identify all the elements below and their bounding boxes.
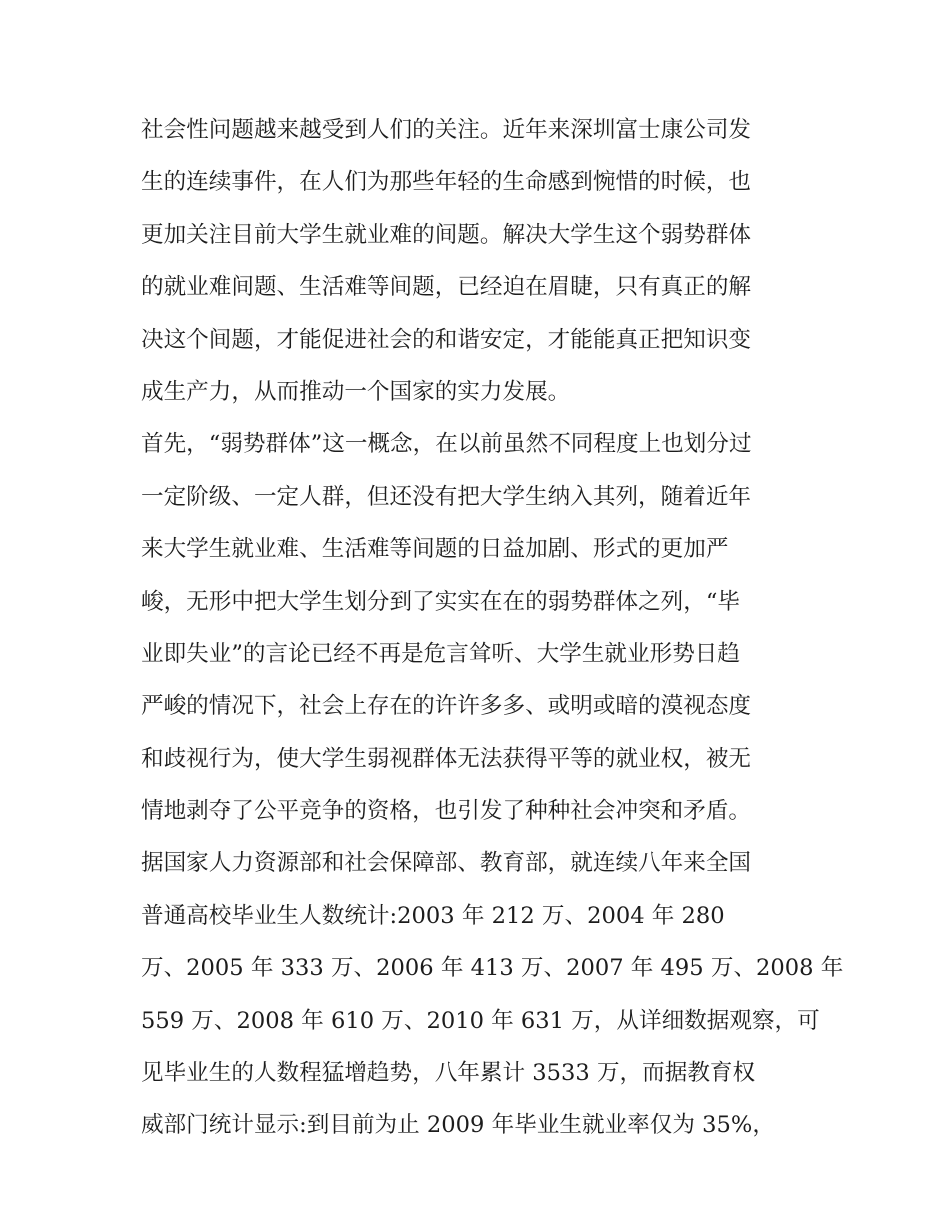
text-line: 559 万、2008 年 610 万、2010 年 631 万，从详细数据观察，可 xyxy=(141,1007,820,1034)
text-line: 的就业难间题、生活难等间题，已经迫在眉睫，只有真正的解 xyxy=(141,274,752,301)
text-line: 决这个间题，才能促进社会的和谐安定，才能能真正把知识变 xyxy=(141,326,752,353)
text-line: 严峻的情况下，社会上存在的许许多多、或明或暗的漠视态度 xyxy=(141,693,752,720)
text-line: 峻，无形中把大学生划分到了实实在在的弱势群体之列，“毕 xyxy=(141,588,740,615)
text-line: 来大学生就业难、生活难等间题的日益加剧、形式的更加严 xyxy=(141,536,729,563)
text-line: 据国家人力资源部和社会保障部、教育部，就连续八年来全国 xyxy=(141,850,752,877)
text-line: 成生产力，从而推动一个国家的实力发展。 xyxy=(141,378,571,405)
text-line: 威部门统计显示:到目前为止 2009 年毕业生就业率仅为 35%， xyxy=(141,1112,775,1139)
text-line: 社会性问题越来越受到人们的关注。近年来深圳富士康公司发 xyxy=(141,117,752,143)
text-line: 业即失业”的言论已经不再是危言耸听、大学生就业形势日趋 xyxy=(141,640,740,667)
text-line: 见毕业生的人数程猛增趋势，八年累计 3533 万，而据教育权 xyxy=(141,1060,756,1087)
text-line: 生的连续事件，在人们为那些年轻的生命感到惋惜的时候，也 xyxy=(141,169,752,196)
text-line: 万、2005 年 333 万、2006 年 413 万、2007 年 495 万、2008 年 xyxy=(141,955,844,982)
text-line: 一定阶级、一定人群，但还没有把大学生纳入其列，随着近年 xyxy=(141,483,752,510)
body-text xyxy=(141,104,844,1152)
text-line: 更加关注目前大学生就业难的间题。解决大学生这个弱势群体 xyxy=(141,221,752,248)
text-line: 首先，“弱势群体”这一概念，在以前虽然不同程度上也划分过 xyxy=(141,431,752,458)
text-line: 情地剥夺了公平竞争的资格，也引发了种种社会冲突和矛盾。 xyxy=(141,798,752,825)
text-line: 和歧视行为，使大学生弱视群体无法获得平等的就业权，被无 xyxy=(141,745,752,772)
text-line: 普通高校毕业生人数统计:2003 年 212 万、2004 年 280 xyxy=(141,902,725,929)
